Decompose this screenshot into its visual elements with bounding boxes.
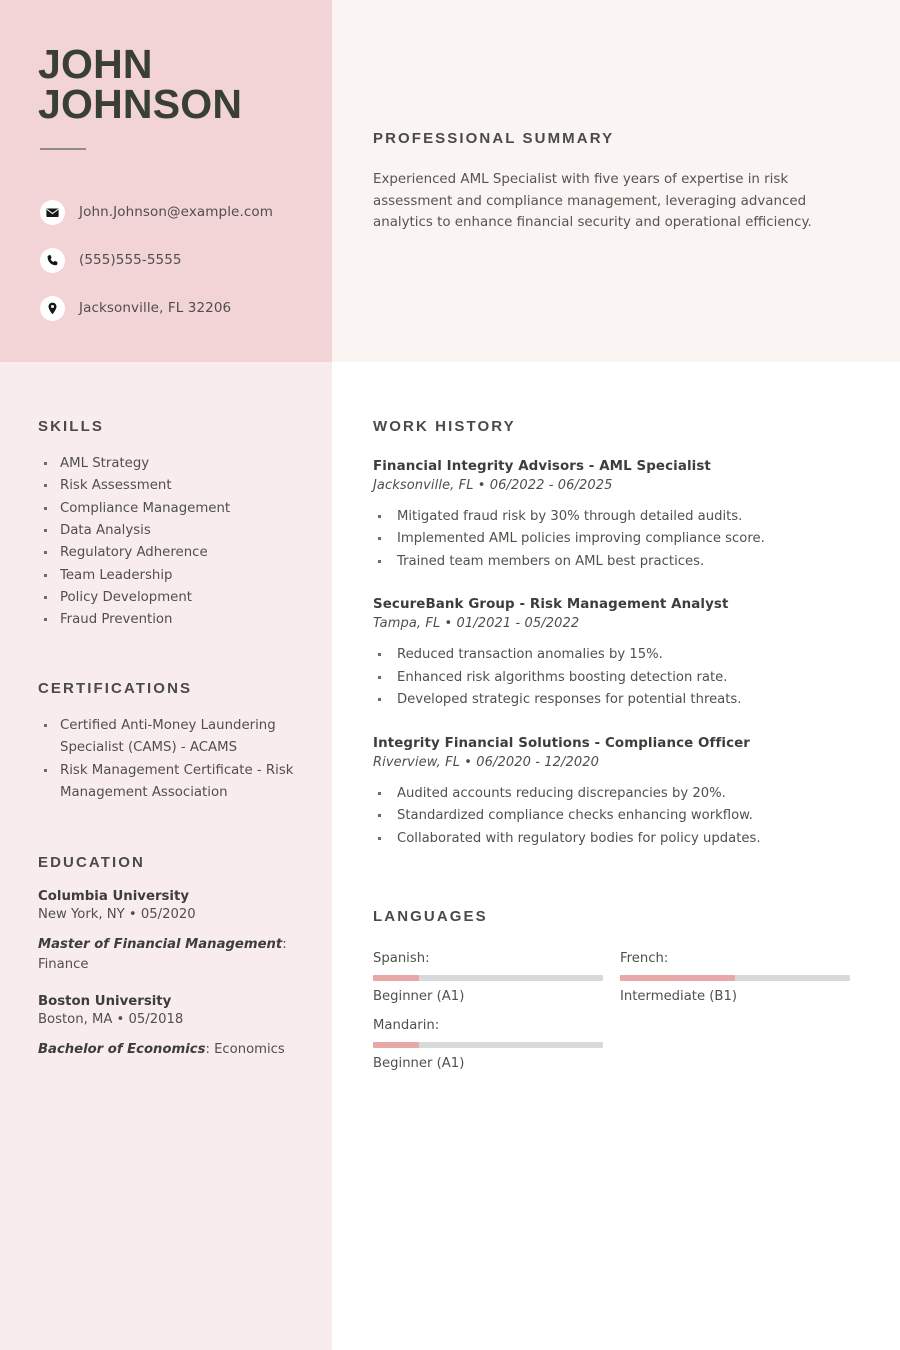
contact-email[interactable]	[40, 188, 330, 236]
job-bullets	[373, 644, 873, 711]
work-history-heading: WORK HISTORY	[373, 418, 516, 435]
education-degree-field: : Economics	[205, 1041, 285, 1057]
last-name: JOHNSON	[38, 81, 243, 128]
location-pin-icon	[40, 296, 65, 321]
list-item: Risk Management Certificate - Risk Management Association	[38, 760, 318, 805]
certifications-list	[38, 715, 318, 804]
list-item: Policy Development	[38, 587, 318, 609]
job-title: Financial Integrity Advisors - AML Specialist	[373, 459, 711, 474]
list-item: Audited accounts reducing discrepancies by 20%.	[373, 783, 873, 805]
education-meta: New York, NY • 05/2020	[38, 907, 196, 922]
languages-section	[373, 908, 863, 1071]
language-proficiency-bar	[373, 975, 603, 981]
job-title: Integrity Financial Solutions - Compliance Officer	[373, 735, 751, 751]
education-meta: Boston, MA • 05/2018	[38, 1011, 184, 1027]
job-title: SecureBank Group - Risk Management Analyst	[373, 597, 729, 613]
certifications-heading: CERTIFICATIONS	[38, 680, 193, 697]
work-history-list	[373, 459, 873, 850]
education-entry	[38, 994, 318, 1060]
language-name: Spanish:	[373, 951, 430, 966]
work-history-entry	[373, 597, 873, 711]
list-item: Developed strategic responses for potential threats.	[373, 689, 873, 711]
name-divider	[40, 148, 86, 150]
contact-email-text: John.Johnson@example.com	[79, 204, 273, 220]
list-item: Fraud Prevention	[38, 609, 318, 631]
education-degree-name: Bachelor of Economics	[38, 1041, 206, 1057]
list-item: Enhanced risk algorithms boosting detection rate.	[373, 667, 873, 689]
professional-summary-section	[373, 130, 863, 234]
education-degree	[38, 1040, 318, 1060]
list-item: Mitigated fraud risk by 30% through detailed audits.	[373, 506, 873, 528]
list-item: AML Strategy	[38, 453, 318, 475]
language-name: French:	[620, 951, 669, 966]
contact-phone[interactable]	[40, 236, 330, 284]
list-item: Certified Anti-Money Laundering Specialist (CAMS) - ACAMS	[38, 715, 318, 760]
education-degree-name: Master of Financial Management	[38, 937, 283, 952]
language-proficiency-fill	[373, 975, 419, 981]
list-item: Standardized compliance checks enhancing workflow.	[373, 805, 873, 827]
identity-block	[38, 41, 318, 150]
list-item: Regulatory Adherence	[38, 542, 318, 564]
list-item: Collaborated with regulatory bodies for policy updates.	[373, 828, 873, 850]
language-proficiency-fill	[620, 975, 735, 981]
education-heading: EDUCATION	[38, 854, 145, 871]
education-degree	[38, 935, 318, 976]
list-item: Trained team members on AML best practices.	[373, 551, 873, 573]
language-item	[620, 951, 850, 1004]
list-item: Team Leadership	[38, 565, 318, 587]
language-level: Beginner (A1)	[373, 989, 465, 1004]
language-level: Beginner (A1)	[373, 1056, 465, 1071]
work-history-entry	[373, 459, 873, 573]
job-meta: Jacksonville, FL • 06/2022 - 06/2025	[373, 478, 613, 493]
languages-heading: LANGUAGES	[373, 908, 488, 925]
list-item: Data Analysis	[38, 520, 318, 542]
language-name: Mandarin:	[373, 1018, 440, 1033]
contact-location-text: Jacksonville, FL 32206	[79, 300, 232, 316]
certifications-section	[38, 680, 318, 804]
list-item: Reduced transaction anomalies by 15%.	[373, 644, 873, 666]
full-name	[38, 41, 318, 128]
skills-list	[38, 453, 318, 632]
education-section	[38, 854, 318, 1060]
job-meta: Riverview, FL • 06/2020 - 12/2020	[373, 754, 599, 770]
language-level: Intermediate (B1)	[620, 989, 738, 1004]
work-history-entry	[373, 736, 873, 850]
contact-location[interactable]	[40, 284, 330, 332]
envelope-icon	[40, 200, 65, 225]
language-proficiency-bar	[620, 975, 850, 981]
work-history-section	[373, 418, 873, 850]
job-bullets	[373, 783, 873, 850]
contact-list	[40, 188, 330, 332]
list-item: Implemented AML policies improving compliance score.	[373, 528, 873, 550]
languages-grid	[373, 951, 863, 1071]
language-proficiency-bar	[373, 1042, 603, 1048]
job-bullets	[373, 506, 873, 573]
education-degree-field: : Finance	[38, 937, 287, 973]
education-school: Columbia University	[38, 889, 190, 904]
education-entry	[38, 889, 318, 976]
first-name: JOHN	[38, 41, 153, 87]
list-item: Risk Assessment	[38, 475, 318, 497]
skills-section	[38, 418, 318, 632]
job-meta: Tampa, FL • 01/2021 - 05/2022	[373, 616, 580, 632]
professional-summary-text: Experienced AML Specialist with five years of expertise in risk assessment and compliance management, leveraging advanced analytics to enhance financial security and operational efficiency.	[373, 172, 812, 231]
list-item: Compliance Management	[38, 498, 318, 520]
phone-icon	[40, 248, 65, 273]
language-proficiency-fill	[373, 1042, 419, 1048]
skills-heading: SKILLS	[38, 418, 104, 435]
language-item	[373, 951, 603, 1004]
language-item	[373, 1018, 603, 1071]
professional-summary-heading: PROFESSIONAL SUMMARY	[373, 130, 615, 147]
education-school: Boston University	[38, 993, 172, 1009]
contact-phone-text: (555)555-5555	[79, 252, 182, 268]
